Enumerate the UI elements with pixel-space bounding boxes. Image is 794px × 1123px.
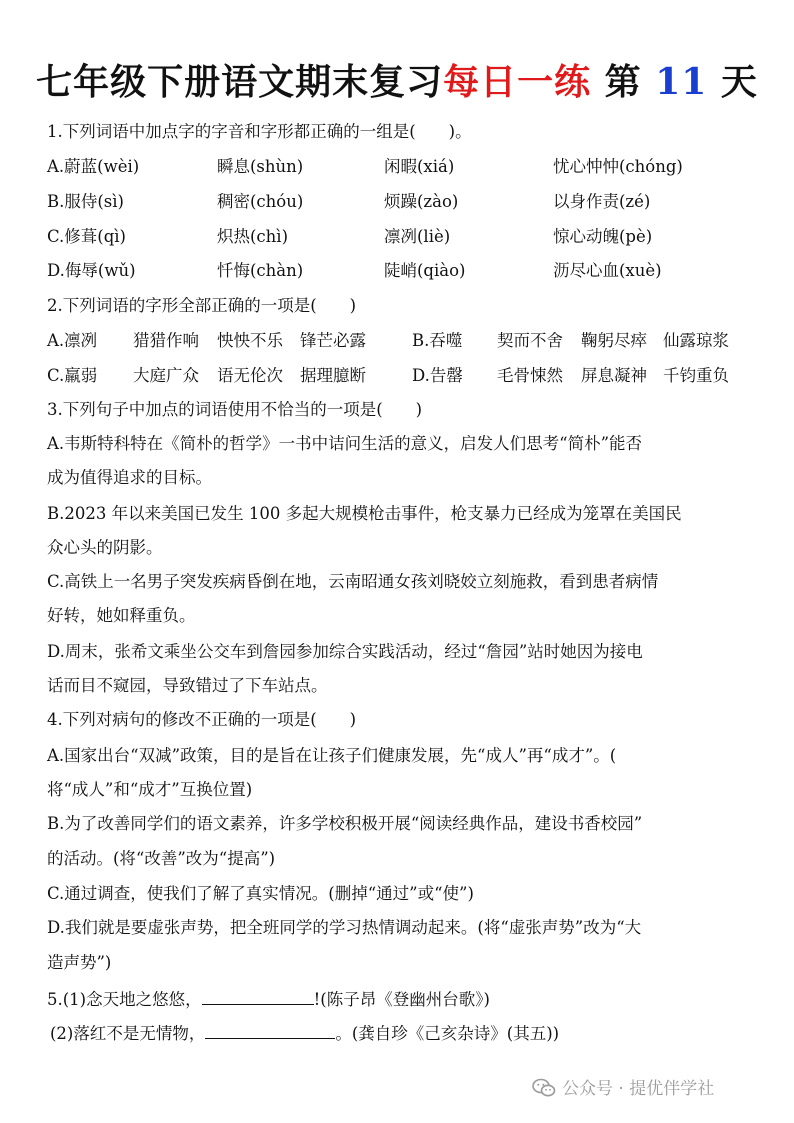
q2-d-4: 千钧重负 [663, 366, 729, 385]
q4-line: 造声势”) [47, 953, 112, 972]
q5-1-blank[interactable] [202, 986, 314, 1005]
q5-2-blank[interactable] [205, 1020, 335, 1039]
q3-stem: 3.下列句子中加点的词语使用不恰当的一项是( ) [47, 400, 423, 419]
q1-c-4: 惊心动魄(pè) [553, 227, 653, 246]
title-highlight: 每日一练 [443, 61, 592, 103]
wechat-icon [532, 1078, 556, 1098]
q3-line: B.2023 年以来美国已发生 100 多起大规模枪击事件，枪支暴力已经成为笼罩在美国民 [47, 504, 682, 523]
q1-c-3: 凛冽(liè) [384, 227, 451, 246]
q2-c-4: 据理臆断 [300, 366, 366, 385]
q2-d-2: 毛骨悚然 [497, 366, 563, 385]
q1-d-3: 陡峭(qiào) [384, 261, 466, 280]
q3-line: D.周末，张希文乘坐公交车到詹园参加综合实践活动，经过“詹园”站时她因为接电 [47, 642, 643, 661]
q3-line: A.韦斯特科特在《简朴的哲学》一书中诘问生活的意义，启发人们思考“简朴”能否 [47, 434, 643, 453]
q2-b-1: B.吞噬 [412, 331, 463, 350]
q1-c-2: 炽热(chì) [217, 227, 289, 246]
q2-b-4: 仙露琼浆 [663, 331, 729, 350]
q3-line: C.高铁上一名男子突发疾病昏倒在地，云南昭通女孩刘晓姣立刻施救，看到患者病情 [47, 572, 659, 591]
title-day-number: 11 [655, 61, 708, 103]
title-main: 七年级下册语文期末复习 [36, 61, 444, 103]
title-tian: 天 [720, 61, 758, 103]
q2-b-3: 鞠躬尽瘁 [581, 331, 647, 350]
q1-d-4: 沥尽心血(xuè) [553, 261, 662, 280]
q3-line: 众心头的阴影。 [47, 538, 163, 557]
q1-a-2: 瞬息(shùn) [217, 157, 304, 176]
q1-a-4: 忧心忡忡(chóng) [553, 157, 683, 176]
q4-line: 将“成人”和“成才”互换位置) [47, 780, 253, 799]
q1-a-3: 闲暇(xiá) [384, 157, 455, 176]
q2-d-3: 屏息凝神 [581, 366, 647, 385]
q1-b-1: B.服侍(sì) [47, 192, 124, 211]
q1-d-2: 忏悔(chàn) [217, 261, 304, 280]
q1-b-2: 稠密(chóu) [217, 192, 304, 211]
q2-c-2: 大庭广众 [133, 366, 199, 385]
q2-c-3: 语无伦次 [217, 366, 283, 385]
q2-c-1: C.羸弱 [47, 366, 98, 385]
q5-2-source: 。(龚自珍《己亥杂诗》(其五)) [335, 1024, 560, 1043]
q2-a-4: 锋芒必露 [300, 331, 366, 350]
q4-line: B.为了改善同学们的语文素养，许多学校积极开展“阅读经典作品，建设书香校园” [47, 814, 643, 833]
q4-line: D.我们就是要虚张声势，把全班同学的学习热情调动起来。(将“虚张声势”改为“大 [47, 918, 642, 937]
q1-b-3: 烦躁(zào) [384, 192, 459, 211]
q1-a-1: A.蔚蓝(wèi) [47, 157, 140, 176]
q2-b-2: 契而不舍 [497, 331, 563, 350]
q5-line-2 [50, 1020, 559, 1046]
q5-line-1 [47, 986, 490, 1012]
page-title [0, 54, 794, 105]
q4-line: 的活动。(将“改善”改为“提高”) [47, 849, 276, 868]
q2-a-3: 怏怏不乐 [217, 331, 283, 350]
q1-c-1: C.修葺(qì) [47, 227, 126, 246]
q2-d-1: D.告罄 [412, 366, 463, 385]
q4-line: A.国家出台“双减”政策，目的是旨在让孩子们健康发展，先“成人”再“成才”。( [47, 746, 617, 765]
q2-a-2: 猎猎作响 [133, 331, 199, 350]
q1-stem: 1.下列词语中加点字的字音和字形都正确的一组是( )。 [47, 122, 472, 141]
q3-line: 话而目不窥园，导致错过了下车站点。 [47, 676, 328, 695]
q2-stem: 2.下列词语的字形全部正确的一项是( ) [47, 296, 357, 315]
title-di: 第 [604, 61, 642, 103]
q4-line: C.通过调查，使我们了解了真实情况。(删掉“通过”或“使”) [47, 884, 474, 903]
q4-stem: 4.下列对病句的修改不正确的一项是( ) [47, 710, 357, 729]
q1-d-1: D.侮辱(wǔ) [47, 261, 136, 280]
q2-a-1: A.凛冽 [47, 331, 98, 350]
q5-1-source: !(陈子昂《登幽州台歌》) [313, 990, 490, 1009]
q5-2-prompt: (2)落红不是无情物， [50, 1024, 206, 1043]
watermark-text: 公众号 · 提优伴学社 [562, 1079, 715, 1099]
q3-line: 成为值得追求的目标。 [47, 468, 212, 487]
watermark [532, 1074, 714, 1099]
q1-b-4: 以身作责(zé) [553, 192, 651, 211]
q3-line: 好转，她如释重负。 [47, 606, 196, 625]
q5-1-prompt: 5.(1)念天地之悠悠， [47, 990, 202, 1009]
